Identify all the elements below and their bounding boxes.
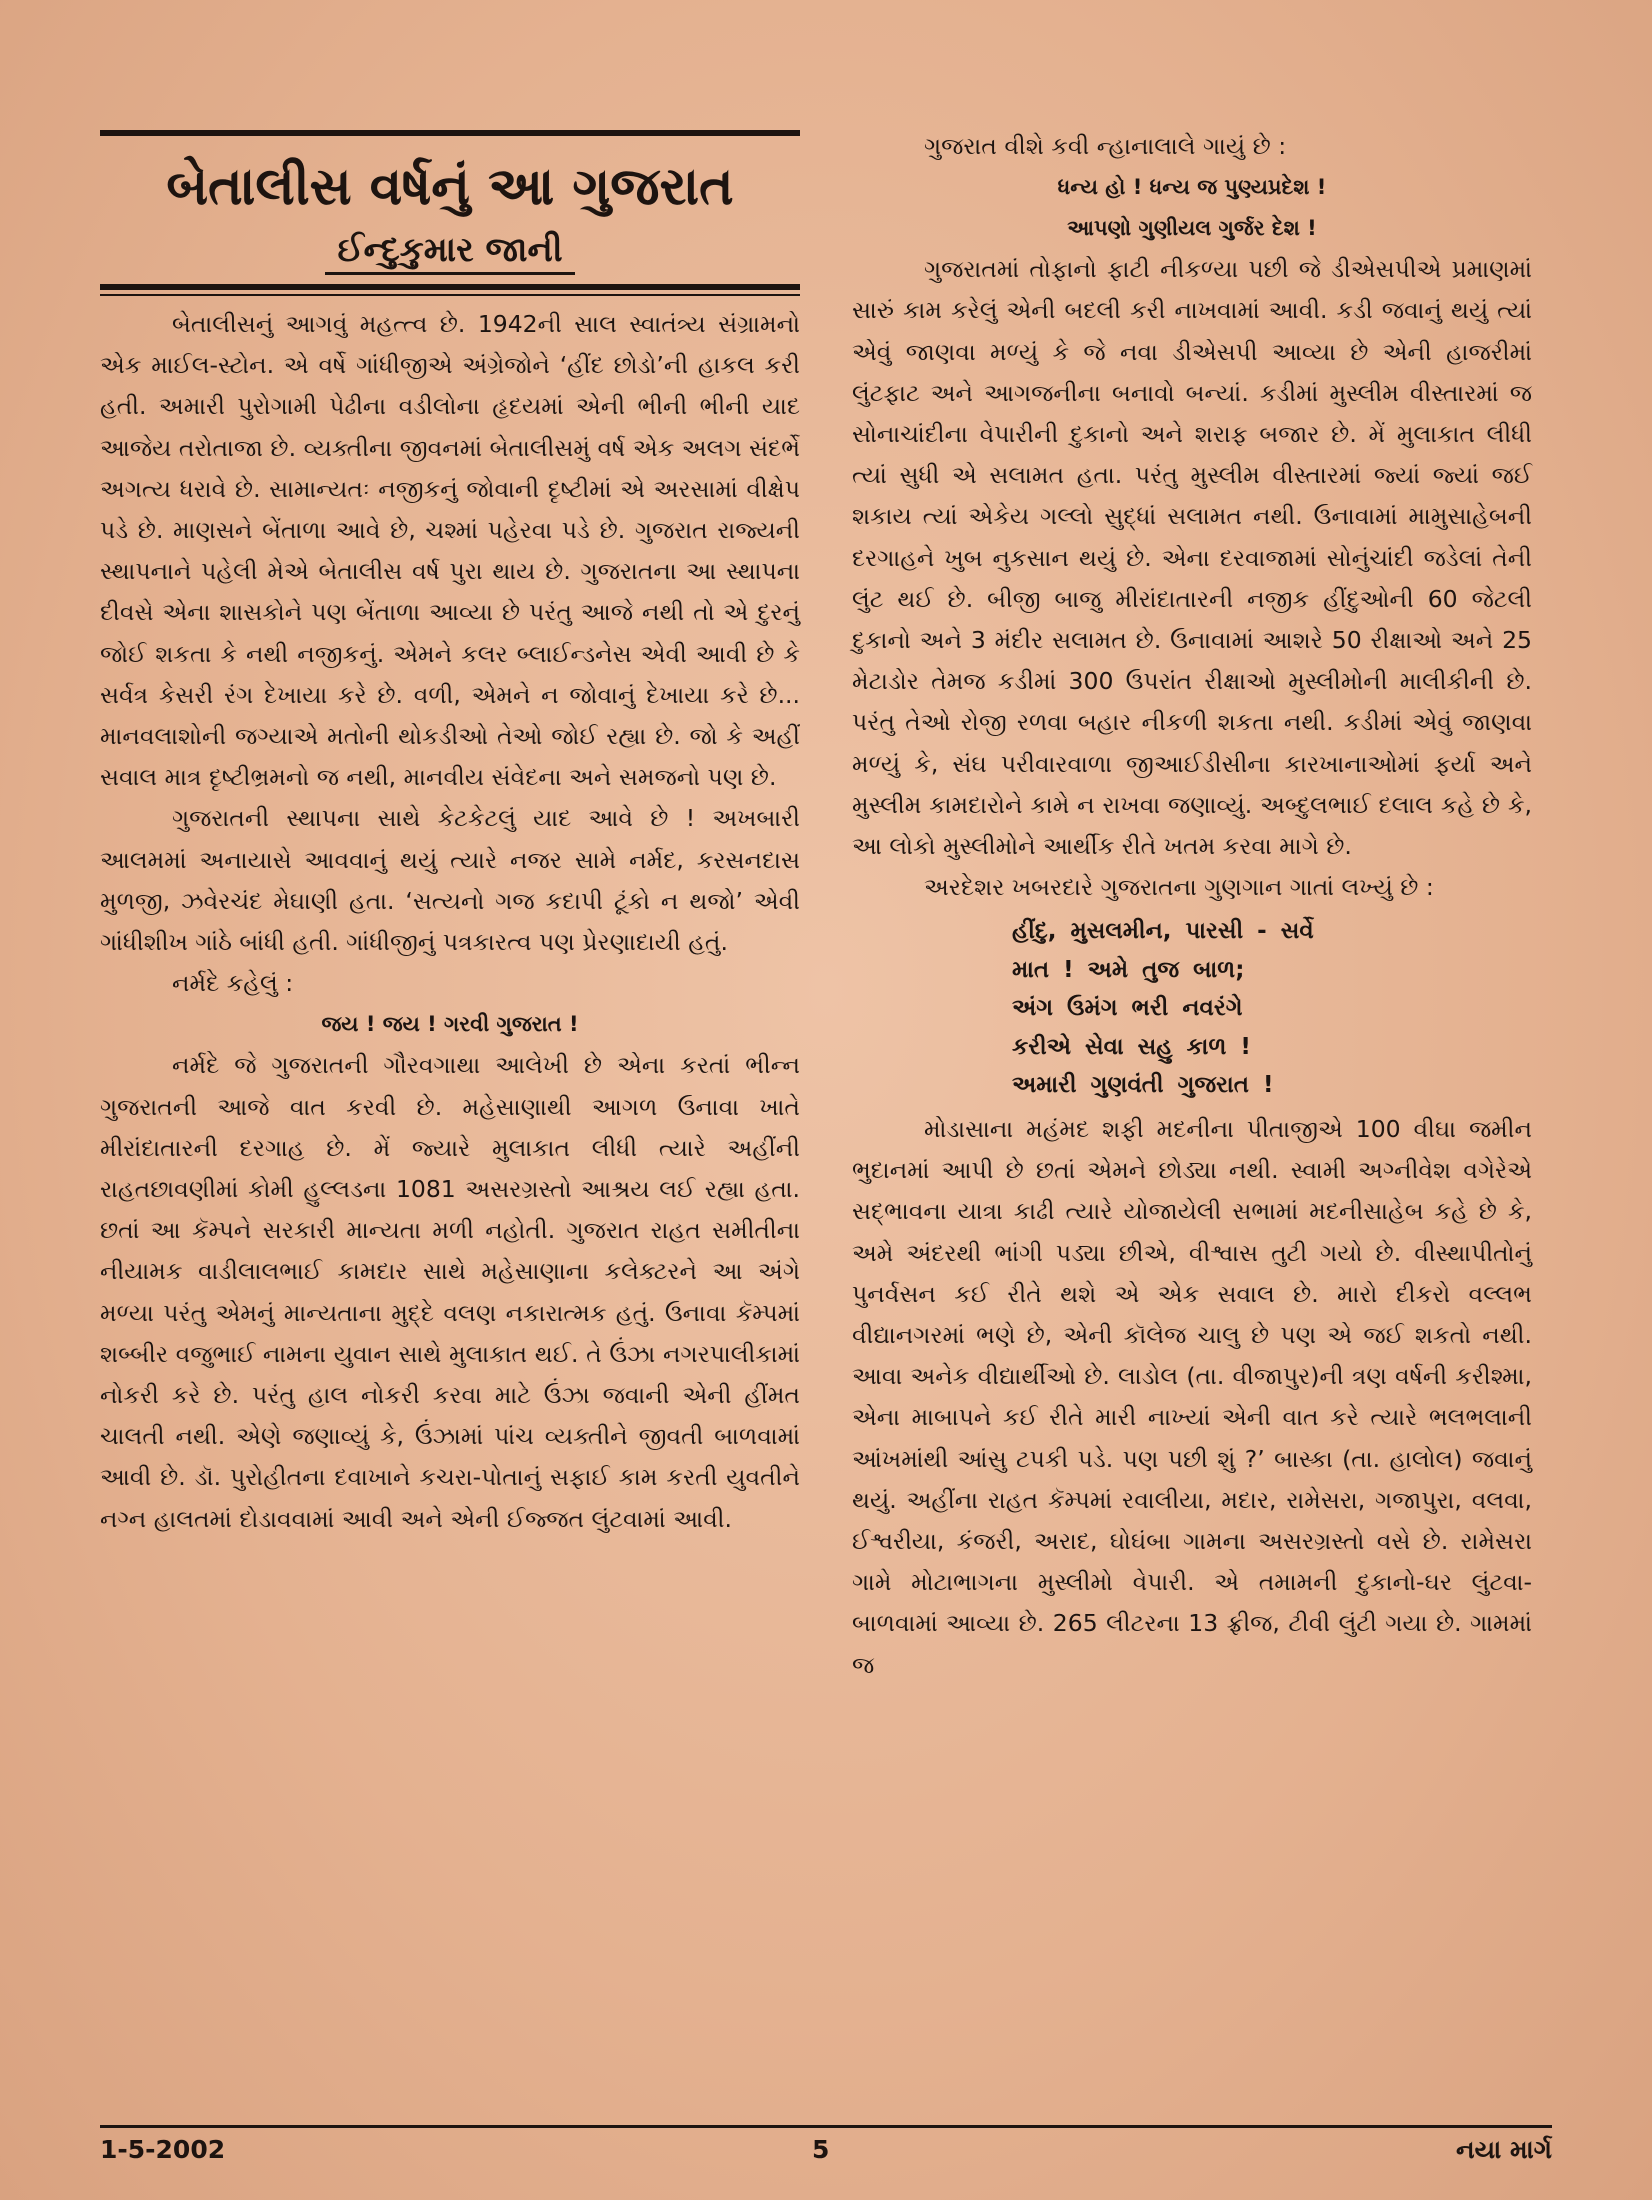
- article-author: [100, 228, 800, 272]
- poem-line: અંગ ઉમંગ ભરી નવરંગે: [1012, 995, 1243, 1022]
- footer-page-number: 5: [812, 2135, 830, 2164]
- paragraph: નર્મદે કહેલું :: [172, 969, 294, 998]
- poem-line: હીંદુ, મુસલમીન, પારસી - સર્વે: [1012, 918, 1314, 945]
- intro-line: ગુજરાત વીશે કવી ન્હાનાલાલે ગાયું છે :: [924, 132, 1287, 160]
- paragraph: ગુજરાતમાં તોફાનો ફાટી નીકળ્યા પછી જે ડીએસપીએ પ્રમાણમાં સારું કામ કરેલું એની બદલી કરી નાખવામાં આવી. કડી જવાનું થયું ત્યાં એવું જાણવા મળ્યું કે જે નવા ડીએસપી આવ્યા છે એની હાજરીમાં લુંટફાટ અને આગજનીના બનાવો બન્યાં. કડીમાં મુસ્લીમ વીસ્તારમાં જ સોનાચાંદીના વેપારીની દુકાનો અને શરાફ બજાર છે. મેં મુલાકાત લીધી ત્યાં સુધી એ સલામત હતા. પરંતુ મુસ્લીમ વીસ્તારમાં જ્યાં જ્યાં જઈ શકાય ત્યાં એકેય ગલ્લો સુદ્ધાં સલામત નથી. ઉનાવામાં મામુસાહેબની દરગાહને ખુબ નુકસાન થયું છે. એના દરવાજામાં સોનુંચાંદી જડેલાં તેની લુંટ થઈ છે. બીજી બાજુ મીરાંદાતારની નજીક હીંદુઓની 60 જેટલી દુકાનો અને 3 મંદીર સલામત છે. ઉનાવામાં આશરે 50 રીક્ષાઓ અને 25 મેટાડોર તેમજ કડીમાં 300 ઉપરાંત રીક્ષાઓ મુસ્લીમોની માલીકીની છે. પરંતુ તેઓ રોજી રળવા બહાર નીકળી શકતા નથી. કડીમાં એવું જાણવા મળ્યું કે, સંઘ પરીવારવાળા જીઆઈડીસીના કારખાનાઓમાં ફર્યા અને મુસ્લીમ કામદારોને કામે ન રાખવા જણાવ્યું. અબ્દુલભાઈ દલાલ કહે છે કે, આ લોકો મુસ્લીમોને આર્થીક રીતે ખતમ કરવા માગે છે.: [852, 255, 1532, 861]
- title-bottom-thin-rule: [100, 294, 800, 296]
- paragraph: મોડાસાના મહંમદ શફી મદનીના પીતાજીએ 100 વીઘા જમીન ભુદાનમાં આપી છે છતાં એમને છોડ્યા નથી. સ્વામી અગ્નીવેશ વગેરેએ સદ્‌ભાવના યાત્રા કાઢી ત્યારે યોજાયેલી સભામાં મદનીસાહેબ કહે છે કે, અમે અંદરથી ભાંગી પડ્યા છીએ, વીશ્વાસ તુટી ગયો છે. વીસ્થાપીતોનું પુનર્વસન કઈ રીતે થશે એ એક સવાલ છે. મારો દીકરો વલ્લભ વીદ્યાનગરમાં ભણે છે, એની કૉલેજ ચાલુ છે પણ એ જઈ શકતો નથી. આવા અનેક વીદ્યાર્થીઓ છે. લાડોલ (તા. વીજાપુર)ની ત્રણ વર્ષની કરીશ્મા, એના માબાપને કઈ રીતે મારી નાખ્યાં એની વાત કરે ત્યારે ભલભલાની આંખમાંથી આંસુ ટપકી પડે. પણ પછી શું ?’ બાસ્કા (તા. હાલોલ) જવાનું થયું. અહીંના રાહત કૅમ્પમાં રવાલીયા, મદાર, રામેસરા, ગજાપુરા, વલવા, ઈશ્વરીયા, કંજરી, અરાદ, ઘોઘંબા ગામના અસરગ્રસ્તો વસે છે. રામેસરા ગામે મોટાભાગના મુસ્લીમો વેપારી. એ તમામની દુકાનો-ઘર લુંટવા-બાળવામાં આવ્યા છે. 265 લીટરના 13 ફ્રીજ, ટીવી લુંટી ગયા છે. ગામમાં જ: [852, 1114, 1532, 1679]
- article-title: બેતાલીસ વર્ષનું આ ગુજરાત: [166, 156, 734, 217]
- poem-line: અમારી ગુણવંતી ગુજરાત !: [1012, 1072, 1274, 1099]
- title-bottom-rule: [100, 284, 800, 290]
- paragraph: નર્મદે જે ગુજરાતની ગૌરવગાથા આલેખી છે એના કરતાં ભીન્ન ગુજરાતની આજે વાત કરવી છે. મહેસાણાથી આગળ ઉનાવા ખાતે મીરાંદાતારની દરગાહ છે. મેં જ્યારે મુલાકાત લીધી ત્યારે અહીંની રાહતછાવણીમાં કોમી હુલ્લડના 1081 અસરગ્રસ્તો આશ્રય લઈ રહ્યા હતા. છતાં આ કૅમ્પને સરકારી માન્યતા મળી નહોતી. ગુજરાત રાહત સમીતીના નીયામક વાડીલાલભાઈ કામદાર સાથે મહેસાણાના કલેક્ટરને આ અંગે મળ્યા પરંતુ એમનું માન્યતાના મુદ્દે વલણ નકારાત્મક હતું. ઉનાવા કૅમ્પમાં શબ્બીર વજુભાઈ નામના યુવાન સાથે મુલાકાત થઈ. તે ઉંઝા નગરપાલીકામાં નોકરી કરે છે. પરંતુ હાલ નોકરી કરવા માટે ઉંઝા જવાની એની હીંમત ચાલતી નથી. એણે જણાવ્યું કે, ઉંઝામાં પાંચ વ્યક્તીને જીવતી બાળવામાં આવી છે. ડૉ. પુરોહીતના દવાખાને કચરા-પોતાનું સફાઈ કામ કરતી યુવતીને નગ્ન હાલતમાં દોડાવવામાં આવી અને એની ઈજ્જત લુંટવામાં આવી.: [100, 1051, 800, 1533]
- footer-publication: નયા માર્ગ: [1456, 2135, 1552, 2164]
- quote-line: આપણો ગુણીયલ ગુર્જર દેશ !: [1067, 216, 1317, 241]
- quote-line: ધન્ય હો ! ધન્ય જ પુણ્યપ્રદેશ !: [1057, 175, 1327, 200]
- paragraph: બેતાલીસનું આગવું મહત્ત્વ છે. 1942ની સાલ સ્વાતંત્ર્ય સંગ્રામનો એક માઈલ-સ્ટોન. એ વર્ષે ગાંધીજીએ અંગ્રેજોને ‘હીંદ છોડો’ની હાકલ કરી હતી. અમારી પુરોગામી પેઢીના વડીલોના હૃદયમાં એની ભીની ભીની યાદ આજેય તરોતાજા છે. વ્યક્તીના જીવનમાં બેતાલીસમું વર્ષ એક અલગ સંદર્ભે અગત્ય ધરાવે છે. સામાન્યતઃ નજીકનું જોવાની દૃષ્ટીમાં એ અરસામાં વીક્ષેપ પડે છે. માણસને બેંતાળા આવે છે, ચશ્માં પહેરવા પડે છે. ગુજરાત રાજ્યની સ્થાપનાને પહેલી મેએ બેતાલીસ વર્ષ પુરા થાય છે. ગુજરાતના આ સ્થાપના દીવસે એના શાસકોને પણ બેંતાળા આવ્યા છે પરંતુ આજે નથી તો એ દુરનું જોઈ શકતા કે નથી નજીકનું. એમને કલર બ્લાઈન્ડનેસ એવી આવી છે કે સર્વત્ર કેસરી રંગ દેખાયા કરે છે. વળી, એમને ન જોવાનું દેખાયા કરે છે... માનવલાશોની જગ્યાએ મતોની થોકડીઓ તેઓ જોઈ રહ્યા છે. જો કે અહીં સવાલ માત્ર દૃષ્ટીભ્રમનો જ નથી, માનવીય સંવેદના અને સમજનો પણ છે.: [100, 310, 800, 792]
- quote-line: જય ! જય ! ગરવી ગુજરાત !: [321, 1012, 579, 1037]
- paragraph: ગુજરાતની સ્થાપના સાથે કેટકેટલું યાદ આવે છે ! અખબારી આલમમાં અનાયાસે આવવાનું થયું ત્યારે નજર સામે નર્મદ, કરસનદાસ મુળજી, ઝવેરચંદ મેઘાણી હતા. ‘સત્યનો ગજ કદાપી ટૂંકો ન થજો’ એવી ગાંધીશીખ ગાંઠે બાંધી હતી. ગાંધીજીનું પત્રકારત્વ પણ પ્રેરણાદાયી હતું.: [100, 804, 800, 957]
- footer-date: 1-5-2002: [100, 2135, 226, 2164]
- right-column: [852, 130, 1532, 1686]
- title-top-rule: [100, 130, 800, 136]
- left-column: [100, 130, 800, 1540]
- author-name: ઈન્દુકુમાર જાની: [325, 230, 574, 275]
- poem: [1012, 912, 1532, 1105]
- paragraph: અરદેશર ખબરદારે ગુજરાતના ગુણગાન ગાતાં લખ્યું છે :: [924, 873, 1434, 902]
- poem-line: માત ! અમે તુજ બાળ;: [1012, 956, 1245, 983]
- poem-line: કરીએ સેવા સહુ કાળ !: [1012, 1033, 1251, 1060]
- footer-rule: [100, 2125, 1552, 2128]
